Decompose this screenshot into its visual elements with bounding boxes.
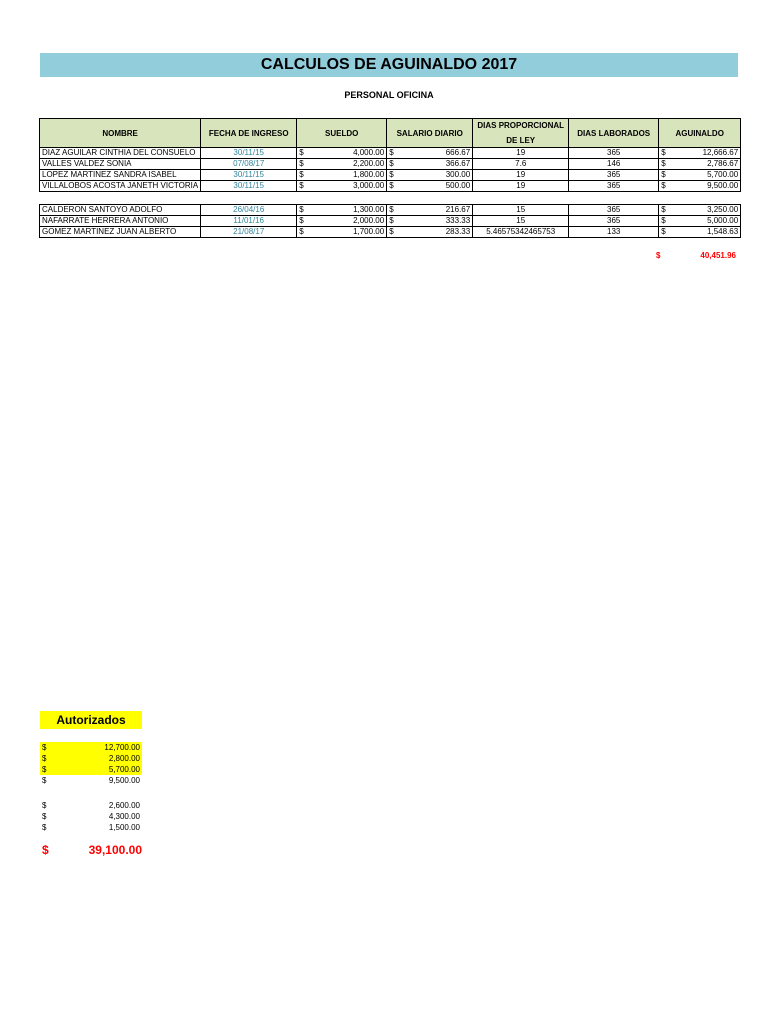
- salario-value: 216.67: [445, 205, 471, 214]
- currency-symbol: $: [661, 148, 666, 157]
- sueldo-value: 2,000.00: [353, 216, 385, 225]
- cell-dias-prop: 19: [473, 148, 569, 159]
- currency-symbol: $: [42, 776, 47, 785]
- sueldo-value: 1,300.00: [353, 205, 385, 214]
- cell-sueldo: [297, 227, 387, 238]
- currency-symbol: $: [42, 754, 47, 763]
- cell-nombre: DIAZ AGUILAR CINTHIA DEL CONSUELO: [40, 148, 201, 159]
- cell-fecha: 30/11/15: [201, 170, 297, 181]
- col-header-dias-prop-line1: DIAS PROPORCIONAL: [477, 121, 565, 130]
- cell-dias-lab: 146: [569, 159, 659, 170]
- currency-symbol: $: [661, 205, 666, 214]
- currency-symbol: $: [661, 227, 666, 236]
- table-gap-row: [40, 192, 741, 205]
- col-header-fecha: FECHA DE INGRESO: [201, 119, 297, 148]
- col-header-dias-prop-line2: DE LEY: [506, 136, 536, 145]
- cell-aguinaldo: [659, 170, 741, 181]
- table-row: [40, 227, 741, 238]
- cell-dias-prop: 19: [473, 170, 569, 181]
- cell-dias-prop: 19: [473, 181, 569, 192]
- aguinaldo-value: 9,500.00: [707, 181, 739, 190]
- section-subtitle: PERSONAL OFICINA: [344, 90, 434, 100]
- cell-sueldo: [297, 170, 387, 181]
- currency-symbol: $: [42, 801, 47, 810]
- cell-aguinaldo: [659, 227, 741, 238]
- sueldo-value: 2,200.00: [353, 159, 385, 168]
- cell-fecha: 30/11/15: [201, 148, 297, 159]
- autorizado-value: 9,500.00: [108, 776, 140, 785]
- cell-dias-prop: 15: [473, 216, 569, 227]
- currency-symbol: $: [299, 159, 304, 168]
- list-item: [40, 775, 142, 786]
- cell-salario: [387, 148, 473, 159]
- currency-symbol: $: [661, 181, 666, 190]
- list-item: [40, 822, 142, 833]
- cell-nombre: LOPEZ MARTINEZ SANDRA ISABEL: [40, 170, 201, 181]
- cell-dias-lab: 365: [569, 205, 659, 216]
- cell-dias-prop: 15: [473, 205, 569, 216]
- salario-value: 333.33: [445, 216, 471, 225]
- cell-salario: [387, 216, 473, 227]
- table-header-row: [40, 119, 741, 148]
- autorizados-list: [40, 742, 142, 833]
- cell-fecha: 26/04/16: [201, 205, 297, 216]
- cell-dias-lab: 365: [569, 148, 659, 159]
- list-item: [40, 753, 142, 764]
- table-body: [40, 148, 741, 238]
- list-item: [40, 800, 142, 811]
- aguinaldo-value: 3,250.00: [707, 205, 739, 214]
- cell-sueldo: [297, 181, 387, 192]
- sueldo-value: 3,000.00: [353, 181, 385, 190]
- table-row: [40, 181, 741, 192]
- cell-fecha: 07/08/17: [201, 159, 297, 170]
- aguinaldo-total: [656, 251, 738, 260]
- currency-symbol: $: [42, 843, 49, 857]
- currency-symbol: $: [389, 216, 394, 225]
- table-row: [40, 205, 741, 216]
- cell-dias-lab: 365: [569, 181, 659, 192]
- salario-value: 300.00: [445, 170, 471, 179]
- col-header-salario: SALARIO DIARIO: [387, 119, 473, 148]
- autorizado-value: 2,800.00: [108, 754, 140, 763]
- autorizado-value: 4,300.00: [108, 812, 140, 821]
- cell-aguinaldo: [659, 159, 741, 170]
- salario-value: 500.00: [445, 181, 471, 190]
- cell-sueldo: [297, 159, 387, 170]
- cell-sueldo: [297, 216, 387, 227]
- currency-symbol: $: [42, 812, 47, 821]
- table-row: [40, 216, 741, 227]
- autorizado-value: 12,700.00: [104, 743, 140, 752]
- table-row: [40, 159, 741, 170]
- currency-symbol: $: [299, 216, 304, 225]
- cell-aguinaldo: [659, 205, 741, 216]
- currency-symbol: $: [389, 148, 394, 157]
- cell-salario: [387, 159, 473, 170]
- col-header-dias-lab: DIAS LABORADOS: [569, 119, 659, 148]
- col-header-dias-prop: [473, 119, 569, 148]
- list-item: [40, 811, 142, 822]
- aguinaldo-value: 5,700.00: [707, 170, 739, 179]
- cell-nombre: NAFARRATE HERRERA ANTONIO: [40, 216, 201, 227]
- col-header-nombre: NOMBRE: [40, 119, 201, 148]
- currency-symbol: $: [389, 170, 394, 179]
- currency-symbol: $: [389, 205, 394, 214]
- cell-nombre: CALDERON SANTOYO ADOLFO: [40, 205, 201, 216]
- autorizado-value: 1,500.00: [108, 823, 140, 832]
- currency-symbol: $: [656, 251, 661, 260]
- cell-nombre: VALLES VALDEZ SONIA: [40, 159, 201, 170]
- currency-symbol: $: [42, 823, 47, 832]
- page-title: CALCULOS DE AGUINALDO 2017: [40, 53, 738, 77]
- currency-symbol: $: [299, 148, 304, 157]
- salario-value: 666.67: [445, 148, 471, 157]
- cell-fecha: 21/08/17: [201, 227, 297, 238]
- cell-dias-lab: 365: [569, 170, 659, 181]
- cell-salario: [387, 205, 473, 216]
- sueldo-value: 1,800.00: [353, 170, 385, 179]
- list-item: [40, 764, 142, 775]
- salario-value: 366.67: [445, 159, 471, 168]
- cell-dias-prop: 5.46575342465753: [473, 227, 569, 238]
- table-row: [40, 170, 741, 181]
- table-row: [40, 148, 741, 159]
- autorizados-total-value: 39,100.00: [88, 843, 142, 857]
- cell-dias-lab: 365: [569, 216, 659, 227]
- currency-symbol: $: [42, 765, 47, 774]
- col-header-sueldo: SUELDO: [297, 119, 387, 148]
- currency-symbol: $: [661, 170, 666, 179]
- currency-symbol: $: [299, 170, 304, 179]
- cell-aguinaldo: [659, 148, 741, 159]
- aguinaldo-table: [39, 118, 741, 238]
- autorizado-value: 5,700.00: [108, 765, 140, 774]
- cell-aguinaldo: [659, 216, 741, 227]
- salario-value: 283.33: [445, 227, 471, 236]
- currency-symbol: $: [299, 227, 304, 236]
- aguinaldo-value: 5,000.00: [707, 216, 739, 225]
- currency-symbol: $: [661, 216, 666, 225]
- currency-symbol: $: [389, 181, 394, 190]
- cell-dias-lab: 133: [569, 227, 659, 238]
- currency-symbol: $: [389, 227, 394, 236]
- aguinaldo-value: 12,666.67: [702, 148, 739, 157]
- sueldo-value: 4,000.00: [353, 148, 385, 157]
- list-gap: [40, 786, 142, 800]
- currency-symbol: $: [299, 205, 304, 214]
- autorizados-label: Autorizados: [40, 711, 142, 729]
- currency-symbol: $: [661, 159, 666, 168]
- cell-nombre: GOMEZ MARTINEZ JUAN ALBERTO: [40, 227, 201, 238]
- autorizado-value: 2,600.00: [108, 801, 140, 810]
- cell-fecha: 11/01/16: [201, 216, 297, 227]
- cell-sueldo: [297, 148, 387, 159]
- col-header-aguinaldo: AGUINALDO: [659, 119, 741, 148]
- cell-nombre: VILLALOBOS ACOSTA JANETH VICTORIA: [40, 181, 201, 192]
- cell-dias-prop: 7.6: [473, 159, 569, 170]
- autorizados-total: [40, 843, 144, 857]
- sueldo-value: 1,700.00: [353, 227, 385, 236]
- currency-symbol: $: [42, 743, 47, 752]
- aguinaldo-value: 2,786.67: [707, 159, 739, 168]
- total-value: 40,451.96: [700, 251, 736, 260]
- cell-salario: [387, 170, 473, 181]
- cell-salario: [387, 227, 473, 238]
- aguinaldo-value: 1,548.63: [707, 227, 739, 236]
- cell-aguinaldo: [659, 181, 741, 192]
- currency-symbol: $: [299, 181, 304, 190]
- list-item: [40, 742, 142, 753]
- cell-salario: [387, 181, 473, 192]
- currency-symbol: $: [389, 159, 394, 168]
- cell-fecha: 30/11/15: [201, 181, 297, 192]
- cell-sueldo: [297, 205, 387, 216]
